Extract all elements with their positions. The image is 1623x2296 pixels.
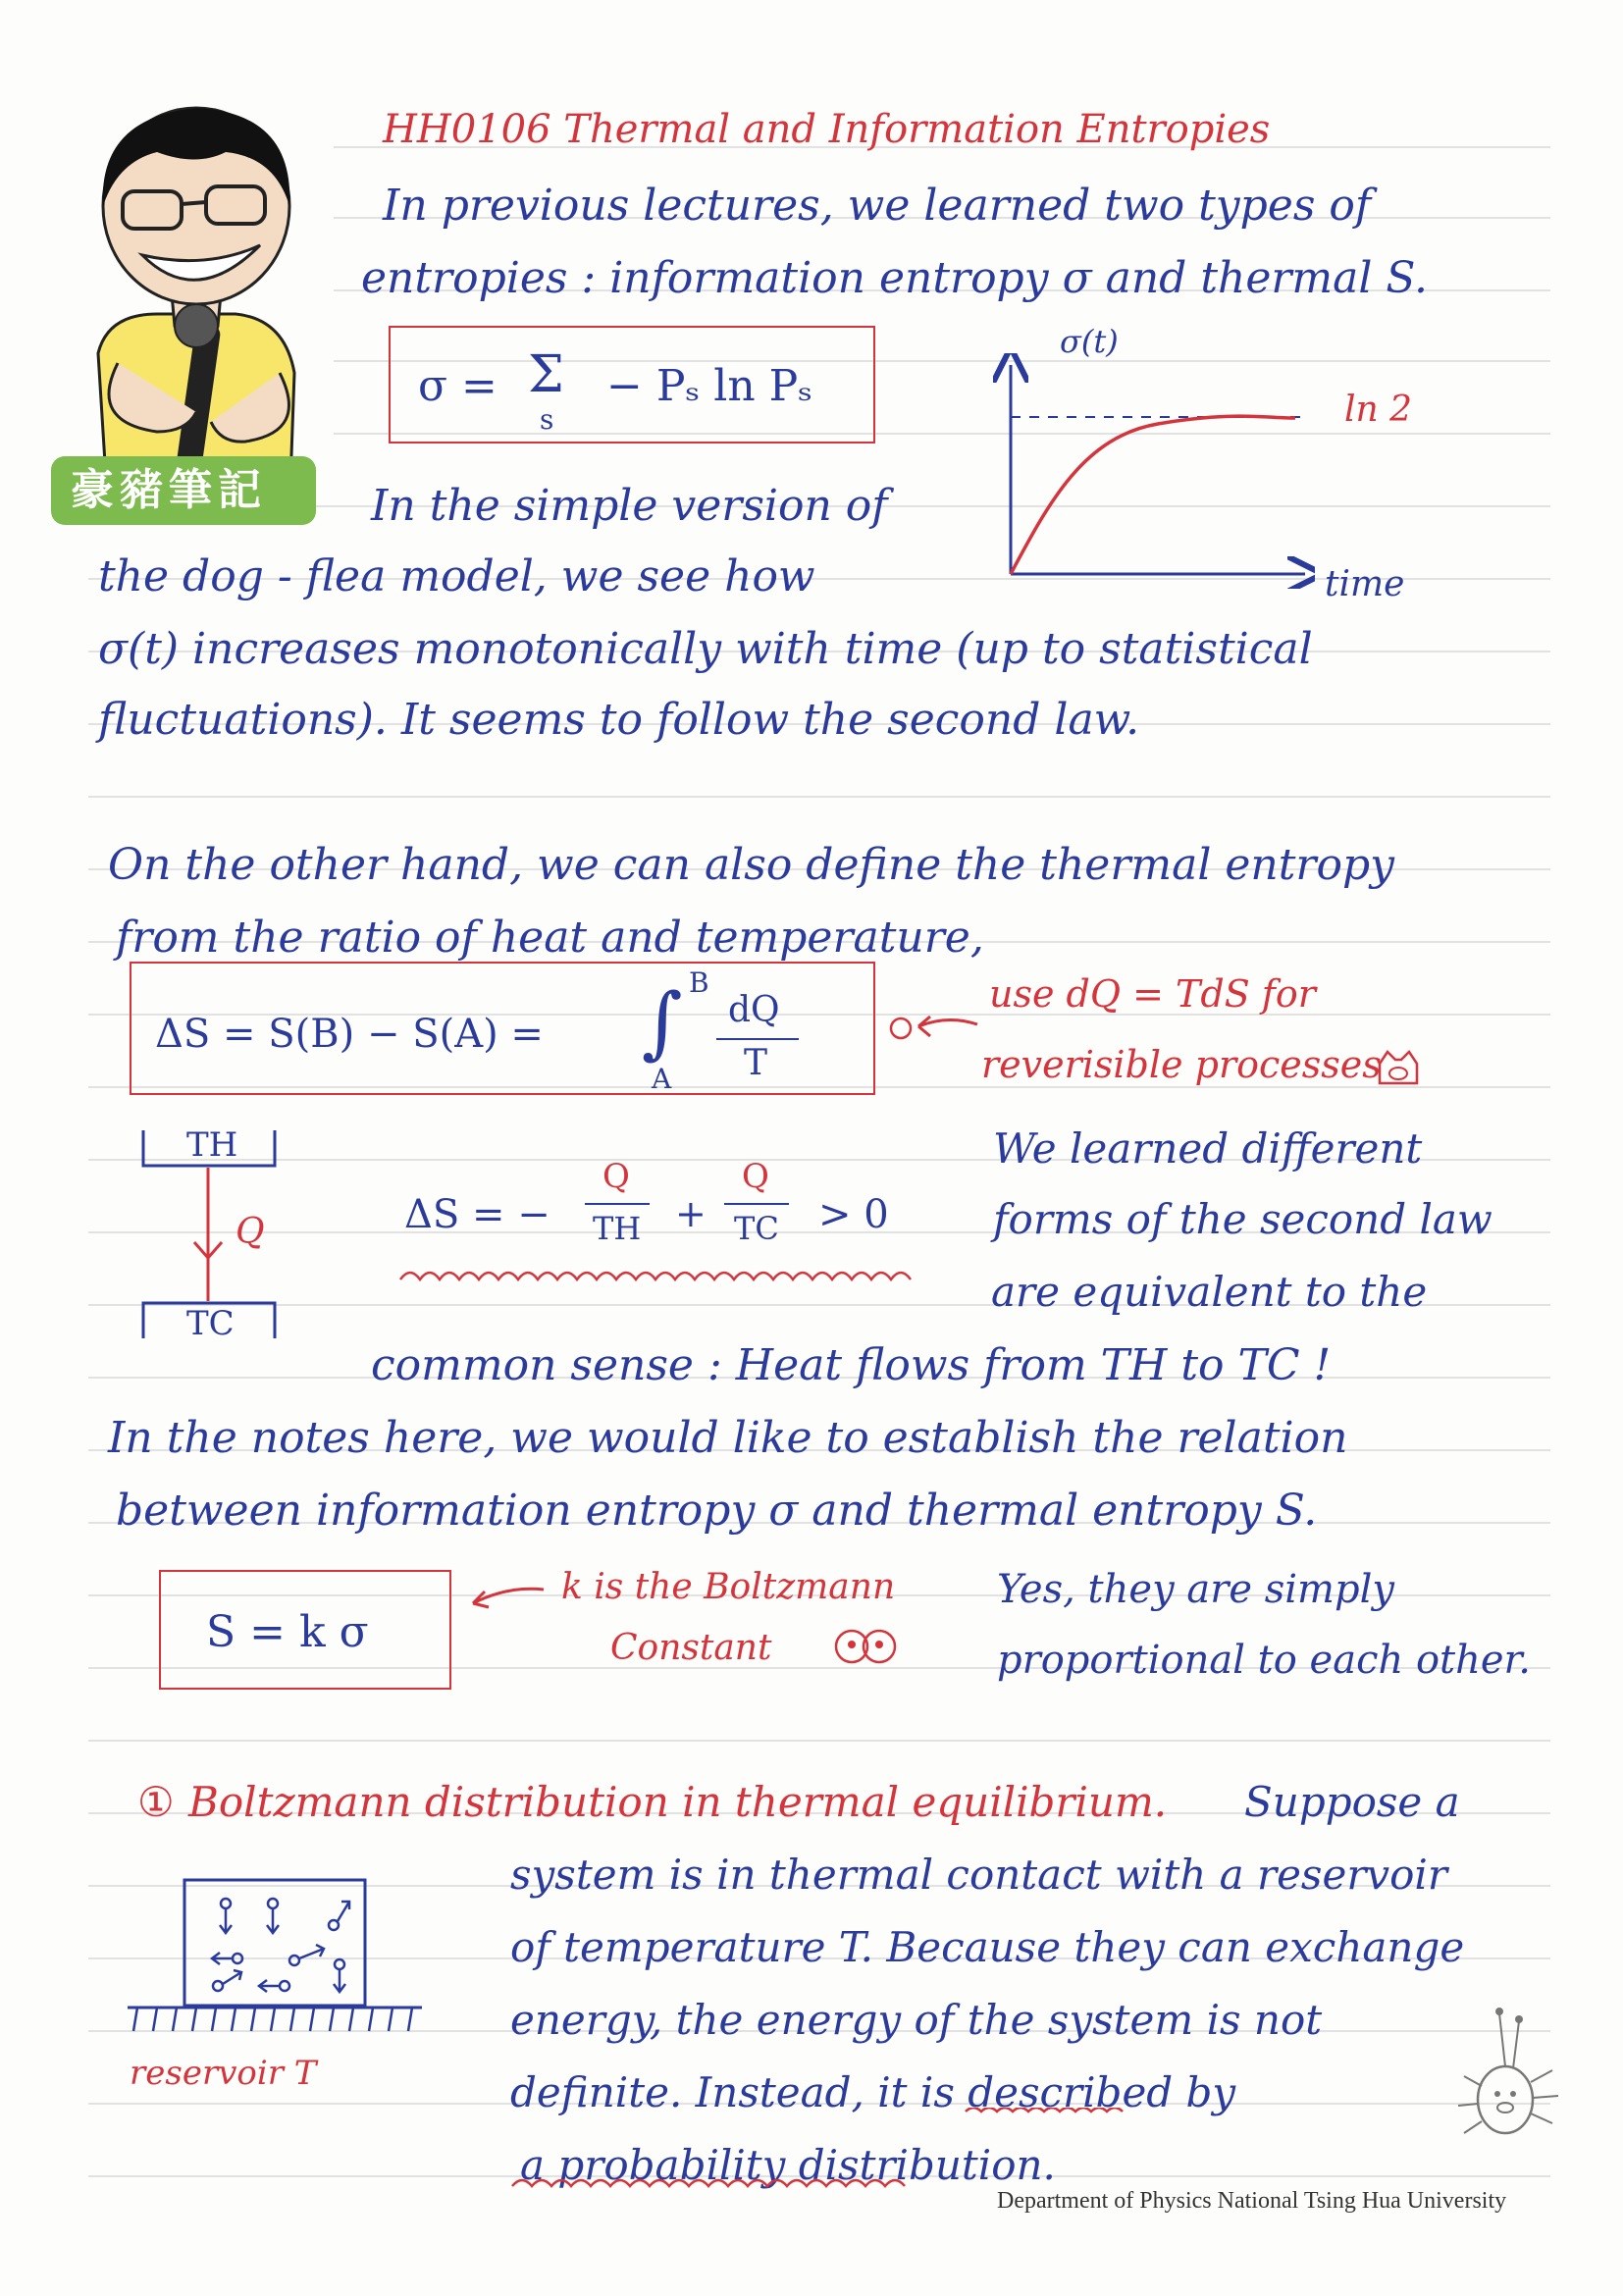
second-law-bar-2 (724, 1203, 789, 1205)
page-title: HH0106 Thermal and Information Entropies (383, 107, 1271, 152)
second-law-plus: + (675, 1192, 707, 1235)
thermal-entropy-formula-box (130, 962, 875, 1095)
relation-line-1: In the notes here, we would like to establish the relation (108, 1413, 1348, 1463)
pig-face-doodle-icon (1374, 1046, 1423, 1089)
boltzmann-note-2: Constant (610, 1628, 772, 1668)
thermal-line-1: On the other hand, we can also define the thermal entropy (108, 840, 1394, 890)
arrow-to-boltzmann-note-icon (459, 1578, 548, 1617)
dogflea-line-2: the dog - flea model, we see how (98, 551, 815, 601)
relation-right-1: Yes, they are simply (997, 1567, 1394, 1612)
fraction-bar (716, 1038, 799, 1040)
footer-department: Department of Physics National Tsing Hua University (997, 2188, 1507, 2214)
second-law-den-2: TC (734, 1210, 779, 1247)
second-law-num-1: Q (602, 1157, 630, 1196)
boltzmann-line-4: definite. Instead, it is described by (510, 2068, 1236, 2116)
graph-ylabel: σ(t) (1060, 323, 1119, 360)
formula-sum-symbol: Σ (528, 345, 564, 404)
boltzmann-heading: Boltzmann distribution in thermal equilibrium. (188, 1778, 1168, 1826)
entropy-time-graph (991, 353, 1315, 589)
wavy-underline (396, 1262, 926, 1291)
information-entropy-formula-box (389, 326, 875, 444)
second-law-lhs: ΔS = − (404, 1192, 550, 1237)
second-law-line-4: common sense : Heat flows from TH to TC ! (371, 1340, 1332, 1390)
hot-reservoir-label: TH (186, 1125, 238, 1165)
porcupine-doodle-icon (1454, 2002, 1562, 2149)
thermal-line-2: from the ratio of heat and temperature, (116, 913, 984, 963)
graph-xlabel: time (1325, 564, 1405, 604)
section-marker: ① (137, 1778, 175, 1826)
relation-line-2: between information entropy σ and thermal entropy S. (116, 1486, 1318, 1536)
intro-line-1: In previous lectures, we learned two types of (383, 181, 1372, 231)
second-law-bar-1 (585, 1203, 650, 1205)
formula-sum-subscript: s (540, 403, 554, 436)
dogflea-line-1: In the simple version of (371, 481, 888, 531)
boltzmann-line-1: system is in thermal contact with a reservoir (510, 1851, 1447, 1899)
integral-lower-limit: A (652, 1063, 672, 1095)
reservoir-label: reservoir T (130, 2054, 317, 2093)
thermal-note-1: use dQ = TdS for (989, 972, 1316, 1016)
relation-formula: S = k σ (206, 1607, 369, 1657)
graph-asymptote-label: ln 2 (1344, 390, 1413, 430)
smiley-doodle-icon (832, 1625, 901, 1668)
formula-rhs: − Pₛ ln Pₛ (606, 361, 813, 411)
intro-line-2: entropies : information entropy σ and thermal S. (361, 253, 1428, 303)
formula-lhs: σ = (418, 361, 497, 411)
integral-sign: ∫ (642, 976, 683, 1068)
second-law-den-1: TH (593, 1210, 642, 1247)
second-law-num-2: Q (742, 1157, 769, 1196)
boltzmann-note-1: k is the Boltzmann (561, 1567, 896, 1607)
boltzmann-line-0: Suppose a (1244, 1778, 1460, 1826)
relation-right-2: proportional to each other. (997, 1638, 1531, 1683)
second-law-gt: > 0 (818, 1192, 889, 1237)
integral-upper-limit: B (689, 966, 709, 999)
thermal-formula: ΔS = S(B) − S(A) = (155, 1012, 544, 1057)
probability-wavy-underline (504, 2108, 1132, 2196)
heat-flow-label: Q (236, 1212, 265, 1252)
second-law-line-2: forms of the second law (993, 1195, 1492, 1243)
boltzmann-line-2: of temperature T. Because they can exchange (510, 1923, 1465, 1971)
entropy-relation-box (159, 1570, 451, 1690)
fraction-numerator: dQ (728, 990, 780, 1030)
system-reservoir-drawing (128, 1874, 442, 2051)
dogflea-line-3: σ(t) increases monotonically with time (up to statistical (98, 624, 1313, 674)
entropy-curve (1011, 416, 1295, 574)
thermal-note-2: reverisible processes (981, 1043, 1382, 1086)
dogflea-line-4: fluctuations). It seems to follow the second law. (98, 695, 1140, 745)
second-law-line-3: are equivalent to the (991, 1268, 1428, 1316)
second-law-line-1: We learned different (993, 1124, 1423, 1173)
fraction-denominator: T (744, 1043, 768, 1083)
boltzmann-line-3: energy, the energy of the system is not (510, 1996, 1323, 2044)
boltzmann-line-5: a probability distribution. (520, 2141, 1056, 2189)
logo-text: 豪豬筆記 (71, 465, 267, 515)
cold-reservoir-label: TC (186, 1304, 235, 1343)
arrow-to-note-icon (879, 1003, 987, 1052)
